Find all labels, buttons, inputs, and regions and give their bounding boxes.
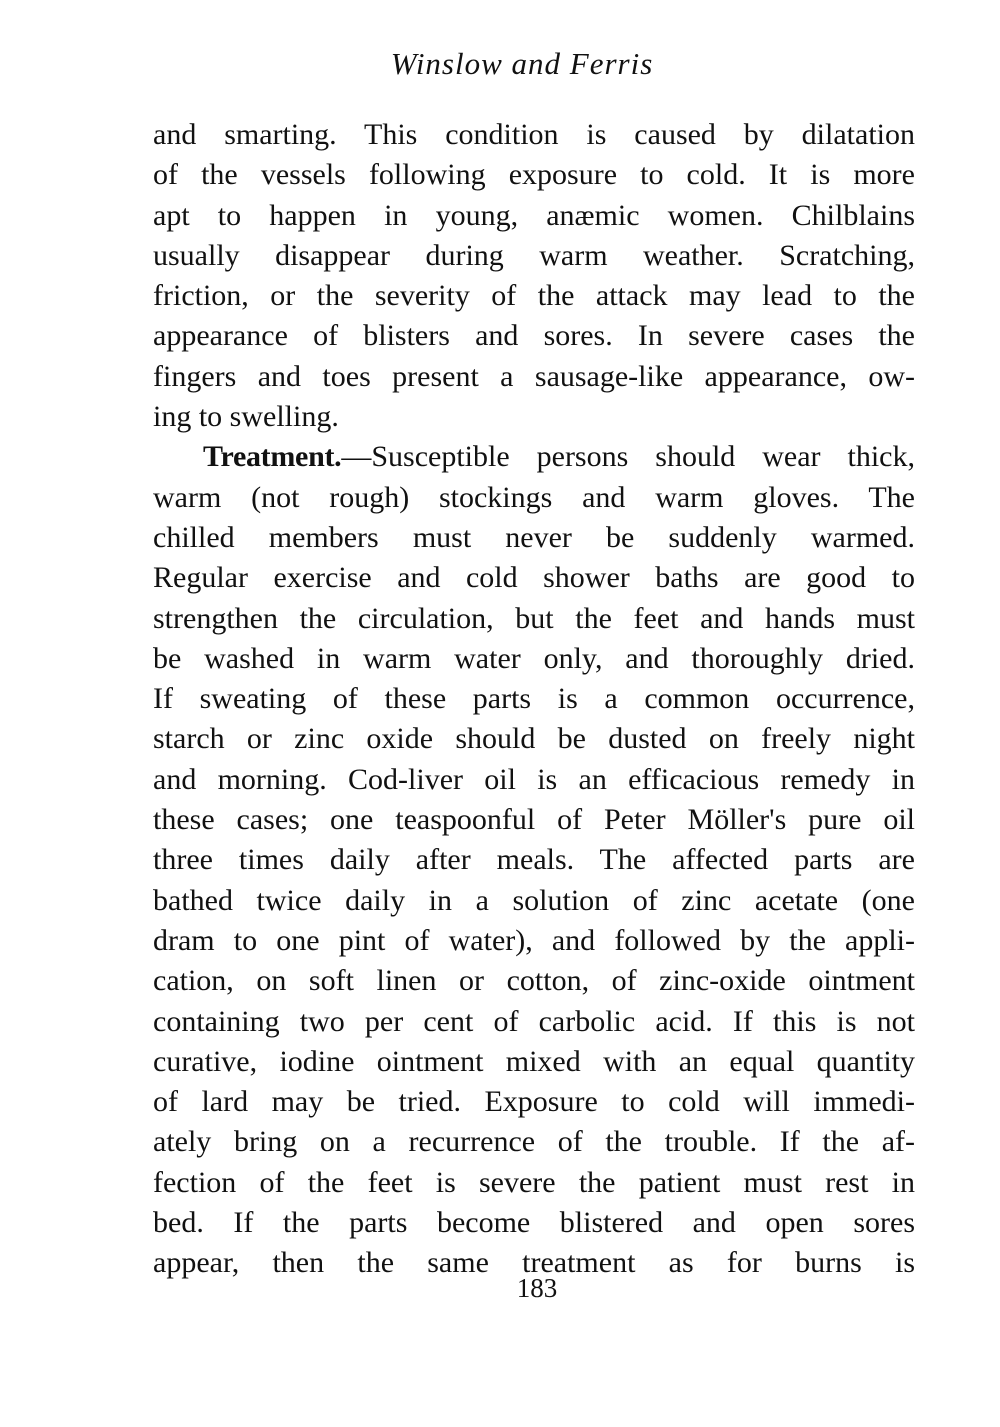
- text-line: strengthen the circulation, but the feet and hands must: [153, 601, 915, 635]
- running-head: Winslow and Ferris: [390, 46, 654, 81]
- text-line: and morning. Cod-liver oil is an efficacious remedy in: [153, 762, 915, 796]
- text-line: If sweating of these parts is a common occurrence,: [153, 682, 915, 716]
- text-line: starch or zinc oxide should be dusted on freely night: [153, 722, 915, 756]
- text-line: and smarting. This condition is caused by dilatation: [153, 118, 915, 151]
- text-line: friction, or the severity of the attack may lead to the: [153, 279, 915, 313]
- text-line: containing two per cent of carbolic acid. If this is not: [153, 1004, 915, 1038]
- text-line: appearance of blisters and sores. In severe cases the: [153, 319, 915, 353]
- text-line: bathed twice daily in a solution of zinc acetate (one: [153, 883, 915, 917]
- text-line: curative, iodine ointment mixed with an equal quantity: [153, 1044, 915, 1078]
- text-line: three times daily after meals. The affected parts are: [153, 843, 915, 877]
- text-line: fection of the feet is severe the patient must rest in: [153, 1165, 915, 1199]
- text-line: these cases; one teaspoonful of Peter Möller's pure oil: [153, 803, 915, 837]
- text-line: warm (not rough) stockings and warm gloves. The: [153, 480, 915, 514]
- text-line: bed. If the parts become blistered and open sores: [153, 1206, 915, 1240]
- text-line: dram to one pint of water), and followed by the appli-: [153, 923, 915, 957]
- text-line: apt to happen in young, anæmic women. Chilblains: [153, 198, 915, 232]
- text-line: —Susceptible persons should wear thick,: [341, 440, 915, 474]
- text-line: ing to swelling.: [153, 400, 339, 434]
- text-line: be washed in warm water only, and thoroughly dried.: [153, 641, 915, 675]
- treatment-paragraph-start: [153, 437, 915, 477]
- body-text: [153, 115, 915, 1284]
- treatment-heading: Treatment.: [203, 440, 342, 474]
- text-line: of lard may be tried. Exposure to cold will immedi-: [153, 1085, 915, 1119]
- text-line: usually disappear during warm weather. Scratching,: [153, 238, 915, 272]
- text-line: fingers and toes present a sausage-like appearance, ow-: [153, 359, 915, 393]
- text-line: ately bring on a recurrence of the trouble. If the af-: [153, 1125, 915, 1159]
- text-line: Regular exercise and cold shower baths are good to: [153, 561, 915, 595]
- text-line: of the vessels following exposure to cold. It is more: [153, 158, 915, 192]
- text-line: cation, on soft linen or cotton, of zinc-oxide ointment: [153, 964, 915, 998]
- text-line: chilled members must never be suddenly warmed.: [153, 520, 915, 554]
- page-number: 183: [516, 1273, 558, 1303]
- text-line: appear, then the same treatment as for burns is: [153, 1246, 915, 1280]
